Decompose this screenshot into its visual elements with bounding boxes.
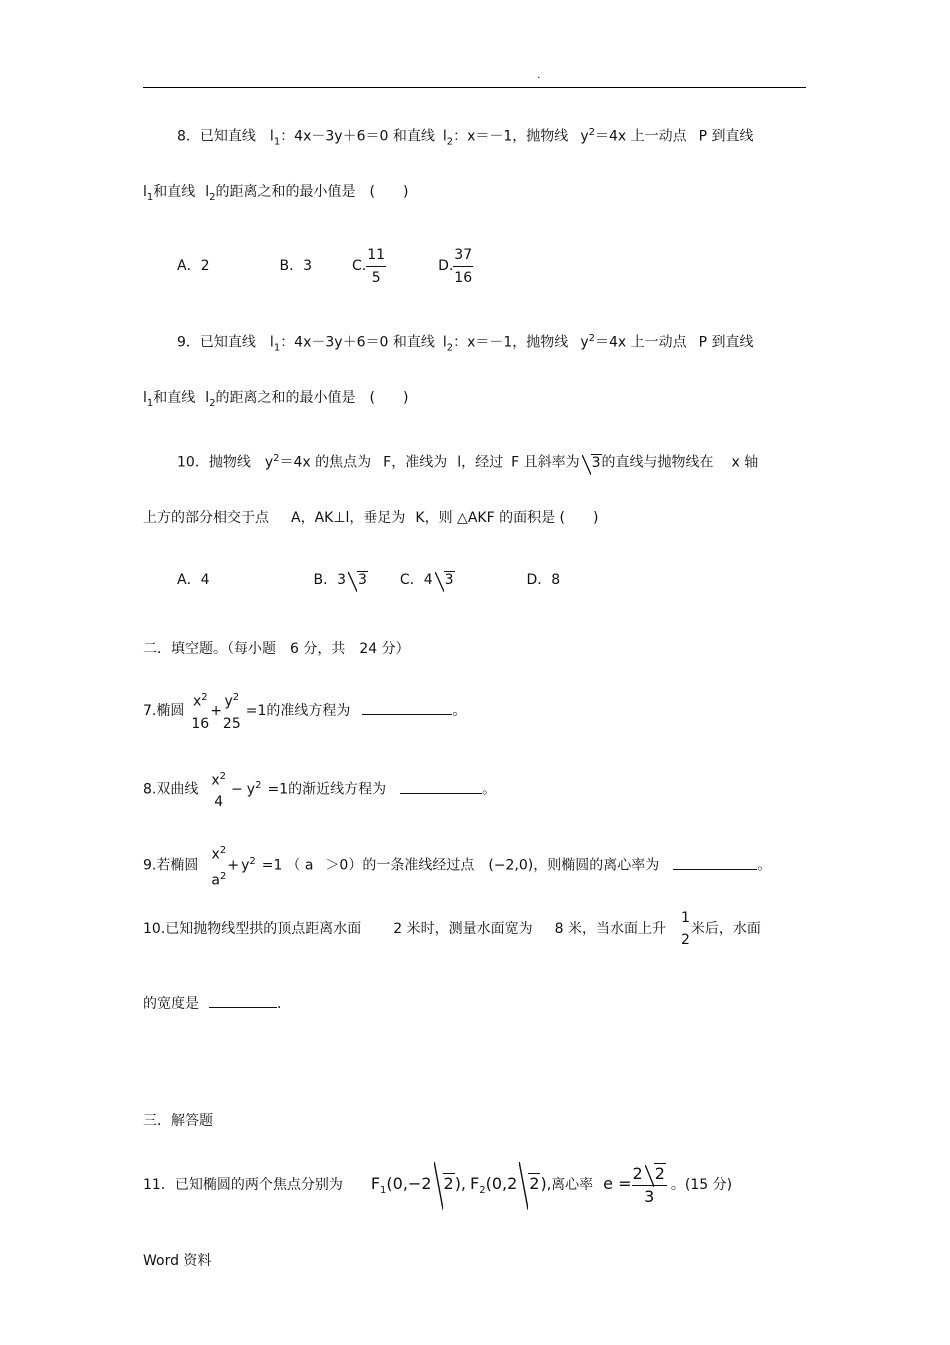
answer-blank[interactable] [209, 993, 277, 1008]
question-8-line-2: $l_1$和直线 $l_2$的距离之和的最小值是 ( ) [143, 184, 409, 203]
question-10-line-1: 10．抛物线 $y^2=4x$ 的焦点为 F，准线为 l，经过 F 且斜率为 3的直线与抛物线在 x 轴 [177, 453, 759, 471]
option-b[interactable]: B．3 [279, 258, 312, 274]
fill-10-line-2: 的宽度是 . [143, 993, 281, 1014]
option-c[interactable]: C．4 3 [399, 572, 454, 588]
header-dot: . [537, 68, 541, 81]
question-8-line-1: 8．已知直线 $l_1$：4x－3y＋6＝0 和直线 $l_2$：x＝－1，抛物线 $y^2=4x$ 上一动点 P 到直线 [177, 127, 754, 148]
question-10-line-2: 上方的部分相交于点 A，AK⊥l，垂足为 K，则 △AKF 的面积是 ( ) [143, 510, 599, 526]
question-9-line-2: $l_1$和直线 $l_2$的距离之和的最小值是 ( ) [143, 390, 409, 409]
answer-blank[interactable] [400, 779, 482, 794]
fill-8: 8.双曲线 $x^2$ 4 − $y^2 =1$的渐近线方程为 。 [143, 770, 497, 811]
question-10-options [177, 570, 560, 590]
fill-9: 9.若椭圆 $x^2$ $a^2$ + $y^2 =1$ （ a ＞0）的一条准线经过点 (−2,0)，则椭圆的离心率为 。 [143, 845, 772, 889]
fill-10-line-1: 10.已知抛物线型拱的顶点距离水面 2 米时，测量水面宽为 8 米，当水面上升 1 2 米后，水面 [143, 910, 761, 948]
fill-7: 7.椭圆 $x^2$ 16 + $y^2$ 25 =1的准线方程为 。 [143, 692, 467, 732]
solve-11: 11．已知椭圆的两个焦点分别为 $F_1(0,-2$ 2), $F_2(0,2$ 2),离心率 e = $\frac{2 2}{3}$ 。(15 分) [143, 1160, 732, 1215]
option-d[interactable]: D．8 [526, 572, 561, 588]
question-9-line-1: 9．已知直线 $l_1$：4x－3y＋6＝0 和直线 $l_2$：x＝－1，抛物线 $y^2=4x$ 上一动点 P 到直线 [177, 333, 754, 354]
option-d[interactable]: D. $\frac{37}{16}$ [438, 258, 473, 274]
option-a[interactable]: A．2 [177, 258, 210, 274]
option-c[interactable]: C. $\frac{11}{5}$ [352, 258, 386, 274]
option-a[interactable]: A．4 [177, 572, 210, 588]
section-3-title: 三．解答题 [143, 1113, 213, 1129]
question-8-options [177, 243, 473, 289]
answer-blank[interactable] [673, 855, 757, 870]
section-2-title: 二．填空题。（每小题 6 分，共 24 分） [143, 641, 410, 657]
header-rule [143, 87, 806, 88]
footer-text: Word 资料 [143, 1253, 212, 1269]
answer-blank[interactable] [362, 700, 452, 715]
option-b[interactable]: B．3 3 [313, 572, 367, 588]
